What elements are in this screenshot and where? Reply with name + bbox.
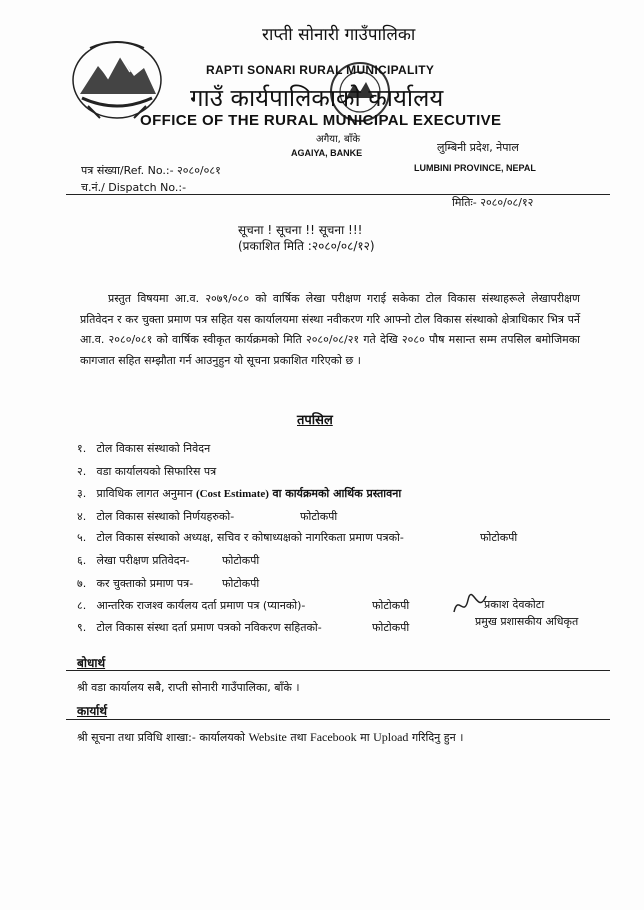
item-number: ८. bbox=[77, 599, 87, 612]
karyarth-divider bbox=[66, 719, 610, 720]
address-en: AGAIYA, BANKE bbox=[291, 148, 363, 158]
item-text: आन्तरिक राजश्व कार्यलय दर्ता प्रमाण पत्र (प्यानको)- bbox=[96, 599, 306, 612]
list-item bbox=[77, 464, 216, 479]
item-text-en: (Cost Estimate) bbox=[195, 488, 269, 500]
item-copy-label: फोटोकपी bbox=[480, 531, 518, 544]
item-text: लेखा परीक्षण प्रतिवेदन- bbox=[96, 554, 190, 567]
notice-paragraph: प्रस्तुत विषयमा आ.व. २०७९/०८० को वार्षिक लेखा परीक्षण गराई सकेका टोल विकास संस्थाहरूले लेखापरीक्षण प्रतिवेदन र कर चुक्ता प्रमाण पत्र सहित यस कार्यालयमा संस्था नवीकरण गरि आफ्नो टोल विकास संस्थाको क्षेत्राधिकार भित्र पर्ने आ.व. २०८०/०८१ को वार्षिक स्वीकृत कार्यक्रमको मिति २०८०/०८/२१ गते देखि २०८० पौष मसान्त सम्म तपसिल बमोजिमका कागजात सहित सम्झौता गर्न आउनुहुन यो सूचना प्रकाशित गरिएको छ । bbox=[80, 292, 580, 367]
palika-name-np: राप्ती सोनारी गाउँपालिका bbox=[262, 25, 416, 45]
list-item bbox=[77, 530, 404, 545]
ref-number bbox=[81, 163, 221, 178]
office-name-en: OFFICE OF THE RURAL MUNICIPAL EXECUTIVE bbox=[140, 112, 502, 129]
signatory-name: प्रकाश देवकोटा bbox=[484, 598, 545, 611]
published-date: (प्रकाशित मिति :२०८०/०८/१२) bbox=[238, 239, 375, 253]
item-copy-label: फोटोकपी bbox=[222, 577, 260, 590]
province-np: लुम्बिनी प्रदेश, नेपाल bbox=[437, 141, 519, 154]
item-copy-label: फोटोकपी bbox=[300, 510, 338, 523]
item-text-tail: वा कार्यक्रमको आर्थिक प्रस्तावना bbox=[272, 487, 402, 500]
address-np: अगैया, बाँके bbox=[316, 134, 360, 145]
karyarth-text-part: गरिदिनु हुन । bbox=[411, 731, 464, 744]
item-copy-label: फोटोकपी bbox=[372, 621, 410, 634]
item-number: ४. bbox=[77, 510, 87, 523]
karyarth-text-part: श्री सूचना तथा प्रविधि शाखा:- कार्यालयको bbox=[77, 731, 245, 744]
karyarth-text-en: Website bbox=[248, 730, 287, 744]
item-text: टोल विकास संस्थाको निर्णयहरुको- bbox=[96, 510, 235, 523]
bodharth-text: श्री वडा कार्यालय सबै, राप्ती सोनारी गाउँपालिका, बाँके । bbox=[77, 681, 300, 694]
item-text: टोल विकास संस्था दर्ता प्रमाण पत्रको नविकरण सहितको- bbox=[96, 621, 322, 634]
item-number: ७. bbox=[77, 577, 87, 590]
karyarth-text-en: Facebook bbox=[310, 730, 357, 744]
item-copy-label: फोटोकपी bbox=[372, 599, 410, 612]
karyarth-text-part: तथा bbox=[290, 731, 307, 744]
item-number: ३. bbox=[77, 487, 87, 500]
signatory-title: प्रमुख प्रशासकीय अधिकृत bbox=[475, 615, 579, 628]
tapsil-heading: तपसिल bbox=[297, 413, 333, 428]
bodharth-divider bbox=[66, 670, 610, 671]
letter-date: मितिः- २०८०/०८/१२ bbox=[452, 196, 534, 209]
ref-label: पत्र संख्या/Ref. No.:- bbox=[81, 164, 174, 177]
palika-name-en: RAPTI SONARI RURAL MUNICIPALITY bbox=[206, 63, 435, 77]
ref-value: २०८०/०८१ bbox=[177, 164, 221, 177]
list-item bbox=[77, 598, 305, 613]
item-number: १. bbox=[77, 442, 87, 455]
item-copy-label: फोटोकपी bbox=[222, 554, 260, 567]
item-number: २. bbox=[77, 465, 87, 478]
item-number: ६. bbox=[77, 554, 87, 567]
item-number: ९. bbox=[77, 621, 87, 634]
notice-body bbox=[80, 289, 580, 371]
list-item bbox=[77, 576, 193, 591]
item-text: प्राविधिक लागत अनुमान bbox=[96, 487, 193, 500]
list-item bbox=[77, 620, 322, 635]
item-text: टोल विकास संस्थाको निवेदन bbox=[96, 442, 211, 455]
karyarth-text-part: मा bbox=[360, 731, 370, 744]
item-number: ५. bbox=[77, 531, 87, 544]
list-item bbox=[77, 553, 190, 568]
item-text: कर चुक्ताको प्रमाण पत्र- bbox=[96, 577, 194, 590]
karyarth-text bbox=[77, 730, 463, 745]
karyarth-heading: कार्यार्थ bbox=[77, 704, 108, 718]
karyarth-text-en: Upload bbox=[373, 730, 409, 744]
list-item bbox=[77, 509, 234, 524]
notice-title: सूचना ! सूचना !! सूचना !!! bbox=[238, 223, 363, 237]
list-item bbox=[77, 441, 210, 456]
dispatch-number: च.नं./ Dispatch No.:- bbox=[81, 181, 187, 194]
item-text: टोल विकास संस्थाको अध्यक्ष, सचिव र कोषाध्यक्षको नागरिकता प्रमाण पत्रको- bbox=[96, 531, 404, 544]
province-en: LUMBINI PROVINCE, NEPAL bbox=[414, 163, 536, 173]
item-text: वडा कार्यालयको सिफारिस पत्र bbox=[96, 465, 217, 478]
nepal-emblem-icon bbox=[70, 36, 164, 122]
list-item bbox=[77, 486, 401, 501]
office-name-np: गाउँ कार्यपालिकाको कार्यालय bbox=[190, 84, 444, 112]
bodharth-heading: बोधार्थ bbox=[77, 656, 106, 670]
